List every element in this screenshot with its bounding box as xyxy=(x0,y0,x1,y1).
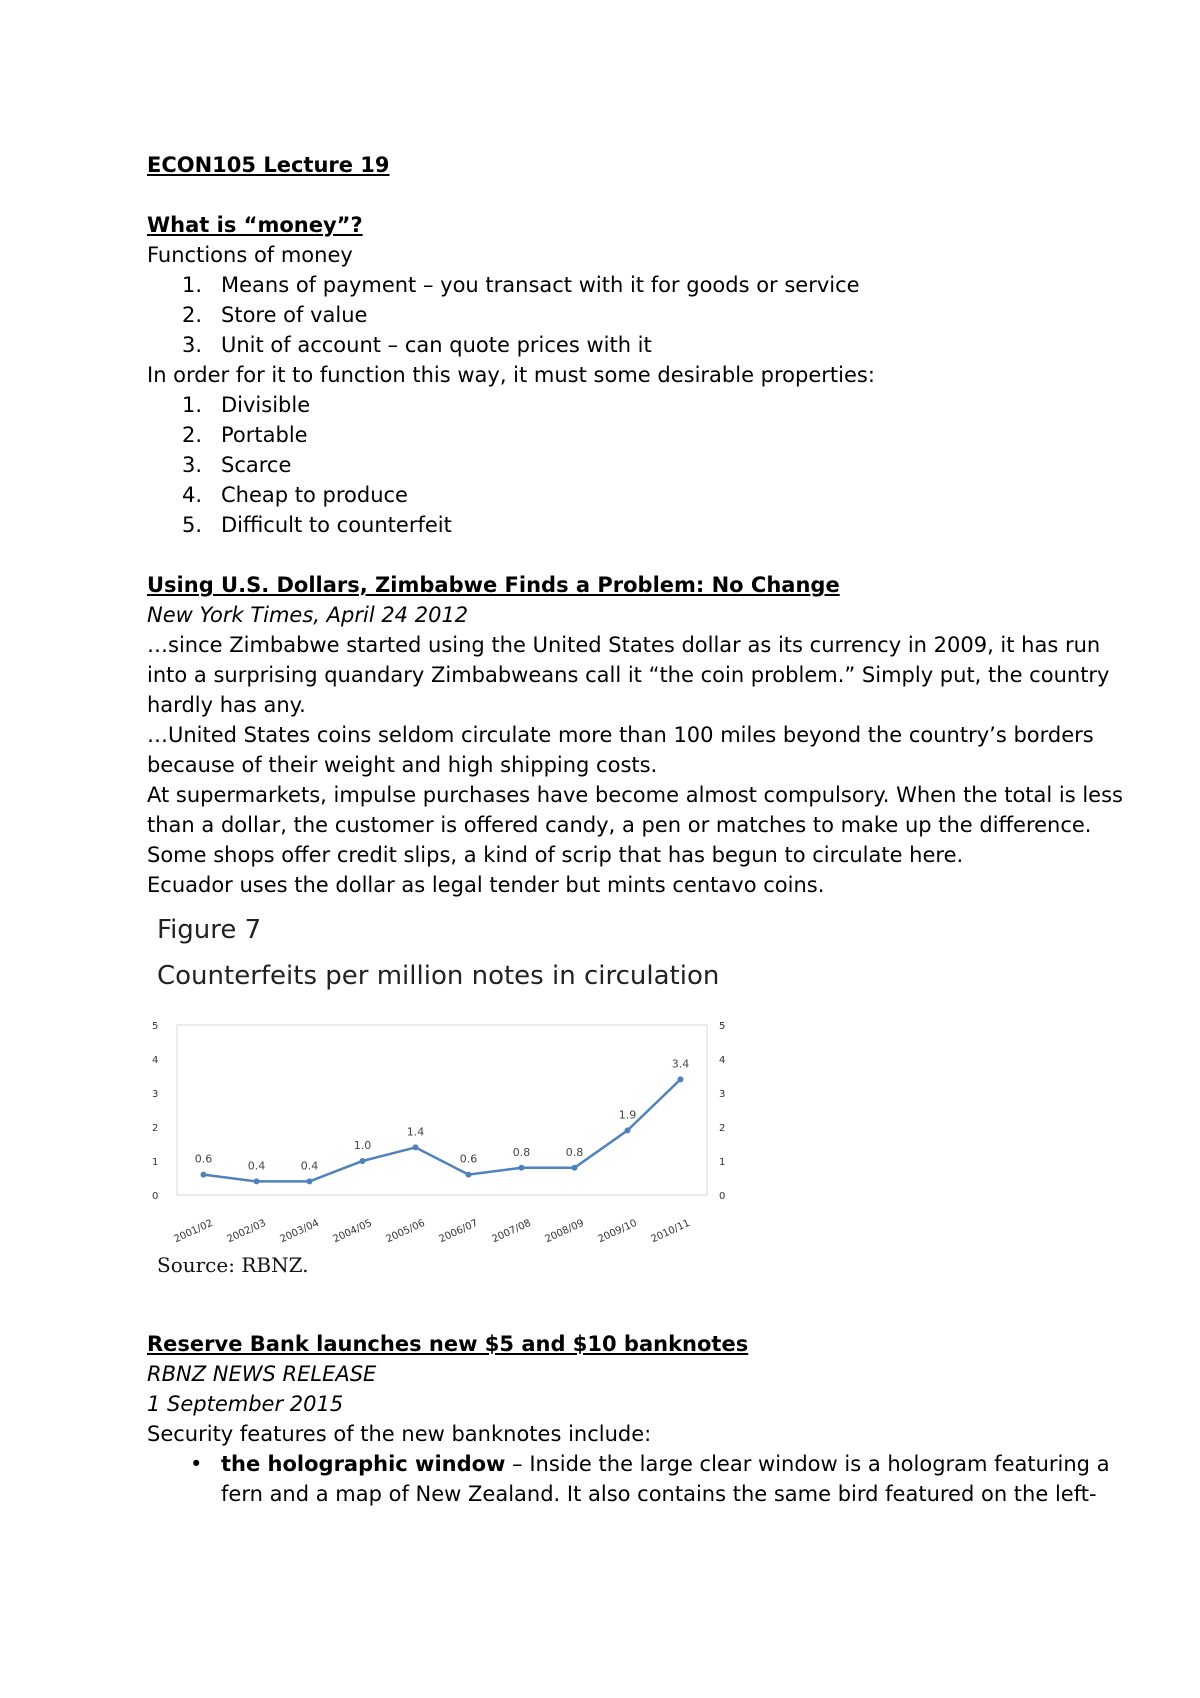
y-tick-label-right: 4 xyxy=(719,1055,726,1066)
list-item: 5. Difficult to counterfeit xyxy=(182,513,452,537)
document-title: ECON105 Lecture 19 xyxy=(147,153,390,177)
article-line: At supermarkets, impulse purchases have become almost compulsory. When the total is less xyxy=(147,783,1123,807)
data-point xyxy=(201,1172,207,1178)
x-tick-label: 2008/09 xyxy=(543,1217,586,1246)
y-axis-right xyxy=(719,1021,725,1202)
data-label: 0.6 xyxy=(459,1152,478,1166)
list-item: 3. Unit of account – can quote prices with it xyxy=(182,333,652,357)
notes-bottom xyxy=(147,1329,1110,1509)
y-tick-label-right: 2 xyxy=(719,1123,726,1134)
x-tick-label: 2005/06 xyxy=(384,1217,427,1246)
data-label: 0.8 xyxy=(565,1145,584,1159)
article-line: because of their weight and high shipping costs. xyxy=(147,753,658,777)
y-tick-label-left: 4 xyxy=(152,1055,159,1066)
functions-list xyxy=(147,270,1077,360)
data-label: 0.4 xyxy=(247,1159,266,1173)
article-heading: Using U.S. Dollars, Zimbabwe Finds a Problem: No Change xyxy=(147,573,840,597)
article-line: …United States coins seldom circulate more than 100 miles beyond the country’s borders xyxy=(147,723,1094,747)
y-tick-label-right: 3 xyxy=(719,1089,726,1100)
bullet-continuation: fern and a map of New Zealand. It also contains the same bird featured on the left- xyxy=(221,1482,1097,1506)
x-axis xyxy=(172,1218,691,1246)
list-item: 4. Cheap to produce xyxy=(182,483,408,507)
article-line: Ecuador uses the dollar as legal tender but mints centavo coins. xyxy=(147,873,825,897)
properties-list xyxy=(147,390,1077,540)
chart-source: Source: RBNZ. xyxy=(157,1253,309,1277)
x-tick-label: 2003/04 xyxy=(278,1217,321,1246)
y-tick-label-right: 0 xyxy=(719,1191,726,1202)
y-tick-label-right: 5 xyxy=(719,1021,726,1032)
x-tick-label: 2001/02 xyxy=(172,1217,215,1246)
list-item: 1. Divisible xyxy=(182,393,311,417)
y-tick-label-left: 0 xyxy=(152,1191,159,1202)
bullet-text: – Inside the large clear window is a hologram featuring a xyxy=(505,1452,1110,1476)
data-label: 3.4 xyxy=(671,1057,690,1071)
list-item: 2. Portable xyxy=(182,423,308,447)
x-tick-label: 2002/03 xyxy=(225,1217,268,1246)
data-labels xyxy=(195,1057,690,1172)
list-item: 2. Store of value xyxy=(182,303,368,327)
data-point xyxy=(307,1178,313,1184)
x-tick-label: 2004/05 xyxy=(331,1217,374,1246)
article-line: into a surprising quandary Zimbabweans call it “the coin problem.” Simply put, the country xyxy=(147,663,1110,687)
data-point xyxy=(572,1165,578,1171)
data-label: 0.6 xyxy=(194,1152,213,1166)
article-line: than a dollar, the customer is offered candy, a pen or matches to make up the difference. xyxy=(147,813,1092,837)
x-tick-label: 2007/08 xyxy=(490,1217,533,1246)
data-point xyxy=(625,1127,631,1133)
data-point xyxy=(254,1178,260,1184)
data-label: 1.0 xyxy=(353,1139,372,1152)
list-item: 3. Scarce xyxy=(182,453,292,477)
plot-area xyxy=(152,1021,725,1245)
bullet-term: the holographic window xyxy=(221,1452,506,1476)
release-heading: Reserve Bank launches new $5 and $10 banknotes xyxy=(147,1332,749,1356)
data-points xyxy=(201,1076,684,1184)
release-intro: Security features of the new banknotes include: xyxy=(147,1422,652,1446)
y-axis-left xyxy=(152,1021,158,1202)
y-tick-label-left: 1 xyxy=(152,1157,159,1168)
article-body xyxy=(147,630,1123,900)
money-heading: What is “money”? xyxy=(147,213,363,237)
data-point xyxy=(519,1165,525,1171)
data-point xyxy=(413,1144,419,1150)
x-tick-label: 2006/07 xyxy=(437,1217,480,1246)
y-tick-label-left: 3 xyxy=(152,1089,159,1100)
data-point xyxy=(360,1158,366,1164)
release-label: RBNZ NEWS RELEASE xyxy=(147,1362,377,1386)
list-item: 1. Means of payment – you transact with it for goods or service xyxy=(182,273,860,297)
article-source: New York Times, April 24 2012 xyxy=(147,603,469,627)
notes-top xyxy=(147,150,1123,900)
data-label: 0.8 xyxy=(512,1145,531,1159)
series-line xyxy=(204,1079,681,1181)
figure-label: Figure 7 xyxy=(157,915,262,945)
y-tick-label-left: 2 xyxy=(152,1123,159,1134)
bullet-icon: • xyxy=(190,1452,203,1476)
data-label: 1.9 xyxy=(618,1108,637,1122)
y-tick-label-right: 1 xyxy=(719,1157,726,1168)
x-tick-label: 2009/10 xyxy=(596,1217,639,1246)
properties-intro: In order for it to function this way, it must some desirable properties: xyxy=(147,363,875,387)
x-tick-label: 2010/11 xyxy=(649,1217,692,1246)
figure-7-chart xyxy=(147,912,747,1282)
y-tick-label-left: 5 xyxy=(152,1021,159,1032)
article-line: Some shops offer credit slips, a kind of scrip that has begun to circulate here. xyxy=(147,843,964,867)
chart-title: Counterfeits per million notes in circulation xyxy=(157,961,720,991)
list-item xyxy=(147,1449,1110,1479)
data-point xyxy=(466,1172,472,1178)
release-date: 1 September 2015 xyxy=(147,1392,344,1416)
data-label: 1.4 xyxy=(406,1125,425,1139)
data-label: 0.4 xyxy=(300,1159,319,1173)
article-line: …since Zimbabwe started using the United States dollar as its currency in 2009, it has run xyxy=(147,633,1101,657)
functions-intro: Functions of money xyxy=(147,243,353,267)
article-line: hardly has any. xyxy=(147,693,306,717)
data-point xyxy=(678,1076,684,1082)
